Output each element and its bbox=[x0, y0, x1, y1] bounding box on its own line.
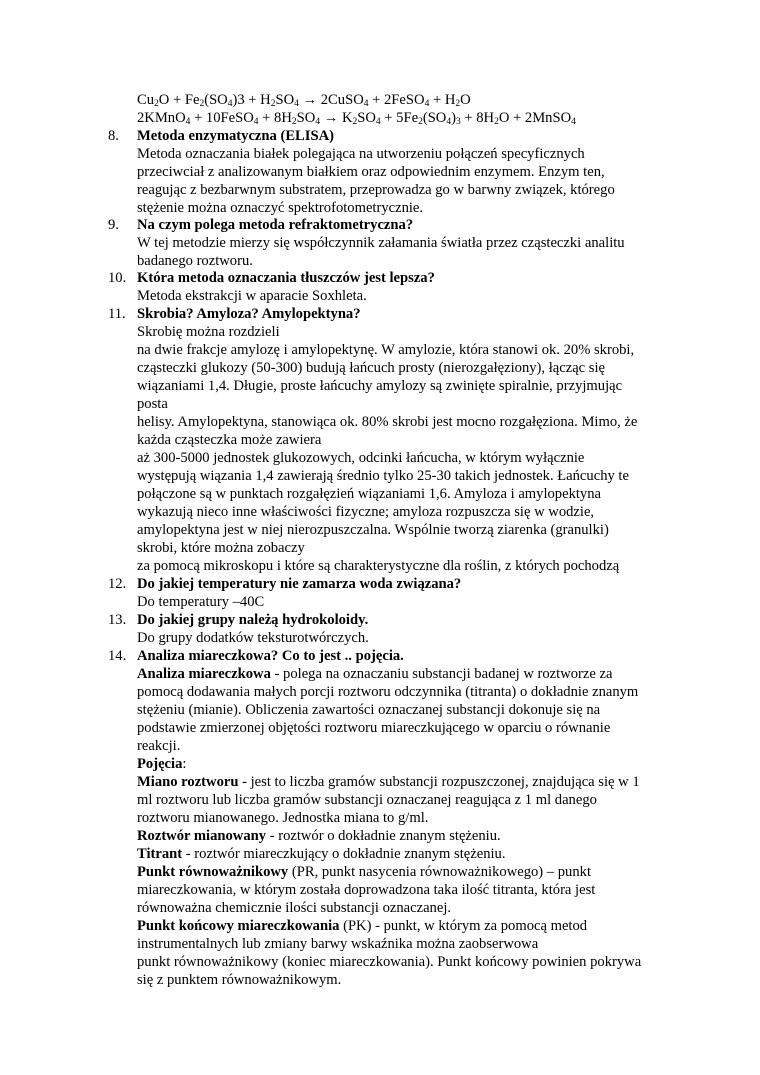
mianowany-definition bbox=[137, 827, 501, 845]
definition-text: (PK) - punkt, w którym za pomocą metod bbox=[339, 918, 588, 934]
definition-text: - jest to liczba gramów substancji rozpuszczonej, znajdująca się w 1 bbox=[238, 774, 640, 790]
item-text-line: występują wiązania 1,4 zawierają średnio tylko 25-30 takich jednostek. Łańcuchy te bbox=[137, 468, 629, 484]
item-heading: Skrobia? Amyloza? Amylopektyna? bbox=[137, 306, 361, 322]
item-text-line: amylopektyna jest w niej nierozpuszczalna. Wspólnie tworzą ziarenka (granulki) bbox=[137, 522, 609, 538]
item-text-line: aż 300-5000 jednostek glukozowych, odcinki łańcucha, w którym wyłącznie bbox=[137, 450, 585, 466]
item-text-line: wykazują nieco inne właściwości fizyczne; amyloza rozpuszcza się w wodzie, bbox=[137, 504, 595, 520]
equation-cu2o: $Cu_2O + Fe_2(SO_4)3 + H_2SO_4$ → 2CuSO$_4$ + 2FeSO$_4$ + $H_2O$ bbox=[137, 92, 471, 109]
item-text-line: połączone są w punktach rozgałęzień wiązaniami 1,6. Amyloza i amylopektyna bbox=[137, 486, 601, 502]
item-text-line: na dwie frakcje amylozę i amylopektynę. W amylozie, która stanowi ok. 20% skrobi, bbox=[137, 342, 635, 358]
item-number: 13. bbox=[108, 612, 127, 628]
item-heading: Analiza miareczkowa? Co to jest .. pojęcia. bbox=[137, 648, 404, 664]
item-text-line: badanego roztworu. bbox=[137, 253, 253, 269]
miano-definition bbox=[137, 773, 640, 791]
item-text-line: Do grupy dodatków teksturotwórczych. bbox=[137, 630, 369, 646]
item-text-line: Skrobię można rozdzieli bbox=[137, 324, 280, 340]
item-number: 14. bbox=[108, 648, 127, 664]
pk-definition bbox=[137, 917, 587, 935]
item-text-line: cząsteczki glukozy (50-300) budują łańcuch prosty (nierozgałęziony), łącząc się bbox=[137, 360, 606, 376]
item-text-line: instrumentalnych lub zmiany barwy wskaźnika można zaobserwowa bbox=[137, 936, 539, 952]
analiza-definition bbox=[137, 665, 612, 683]
item-text-line: W tej metodzie mierzy się współczynnik załamania światła przez cząsteczki analitu bbox=[137, 235, 625, 251]
item-text-line: Do temperatury –40C bbox=[137, 594, 265, 610]
pr-definition bbox=[137, 863, 591, 881]
titrant-definition bbox=[137, 845, 506, 863]
term-analiza-miareczkowa: Analiza miareczkowa bbox=[137, 666, 271, 682]
item-text-line: ml roztworu lub liczba gramów substancji oznaczanej reagująca z 1 ml danego bbox=[137, 792, 597, 808]
item-text-line: przeciwciał z analizowanym białkiem oraz odpowiednim enzymem. Enzym ten, bbox=[137, 164, 605, 180]
item-text-line: skrobi, które można zobaczy bbox=[137, 540, 305, 556]
item-text-line: za pomocą mikroskopu i które są charakterystyczne dla roślin, z których pochodzą bbox=[137, 558, 620, 574]
item-text-line: równoważna chemicznie ilości substancji oznaczanej. bbox=[137, 900, 452, 916]
item-text-line: posta bbox=[137, 396, 168, 412]
item-text-line: podstawie zmierzonej objętości roztworu miareczkującego w oparciu o równanie bbox=[137, 720, 611, 736]
item-text-line: punkt równoważnikowy (koniec miareczkowania). Punkt końcowy powinien pokrywa bbox=[137, 954, 642, 970]
equation-kmno4: 2KMnO$_4$ + 10FeSO$_4$ + $8H_2SO_4 \to K_2SO_4 + 5Fe_2(SO_4)_3 + 8H_2O$ + 2MnSO$_4$ bbox=[137, 110, 576, 127]
term-punkt-koncowy: Punkt końcowy miareczkowania bbox=[137, 918, 340, 934]
item-heading: Na czym polega metoda refraktometryczna? bbox=[137, 217, 414, 233]
pojecia-label: Pojęcia bbox=[137, 756, 183, 772]
item-text-line: stężenie można oznaczyć spektrofotometrycznie. bbox=[137, 200, 424, 216]
definition-text: - roztwór o dokładnie znanym stężeniu. bbox=[266, 828, 501, 844]
definition-text: - roztwór miareczkujący o dokładnie znanym stężeniu. bbox=[182, 846, 506, 862]
item-heading: Do jakiej grupy należą hydrokoloidy. bbox=[137, 612, 369, 628]
definition-text: (PR, punkt nasycenia równoważnikowego) – punkt bbox=[288, 864, 591, 880]
item-text-line: się z punktem równoważnikowym. bbox=[137, 972, 342, 988]
item-number: 11. bbox=[108, 306, 126, 322]
item-text-line: helisy. Amylopektyna, stanowiąca ok. 80% skrobi jest mocno rozgałęziona. Mimo, że bbox=[137, 414, 638, 430]
item-text-line: miareczkowania, w którym została doprowadzona taka ilość titranta, która jest bbox=[137, 882, 596, 898]
item-heading: Metoda enzymatyczna (ELISA) bbox=[137, 128, 334, 144]
item-heading: Do jakiej temperatury nie zamarza woda związana? bbox=[137, 576, 462, 592]
term-titrant: Titrant bbox=[137, 846, 183, 862]
definition-text: - polega na oznaczaniu substancji badanej w roztworze za bbox=[270, 666, 613, 682]
item-text-line: reagując z bezbarwnym substratem, przeprowadza go w barwny związek, którego bbox=[137, 182, 615, 198]
item-number: 12. bbox=[108, 576, 127, 592]
term-roztwor-mianowany: Roztwór mianowany bbox=[137, 828, 267, 844]
item-text-line: roztworu mianowanego. Jednostka miana to g/ml. bbox=[137, 810, 429, 826]
item-text-line: reakcji. bbox=[137, 738, 181, 754]
pojecia-colon: : bbox=[182, 756, 187, 772]
term-miano-roztworu: Miano roztworu bbox=[137, 774, 239, 790]
item-text-line: każda cząsteczka może zawiera bbox=[137, 432, 322, 448]
item-number: 10. bbox=[108, 270, 127, 286]
item-text-line: Metoda ekstrakcji w aparacie Soxhleta. bbox=[137, 288, 367, 304]
item-text-line: Metoda oznaczania białek polegająca na utworzeniu połączeń specyficznych bbox=[137, 146, 585, 162]
item-text-line: pomocą dodawania małych porcji roztworu odczynnika (titranta) o dokładnie znanym bbox=[137, 684, 639, 700]
term-punkt-rownowaznikowy: Punkt równoważnikowy bbox=[137, 864, 289, 880]
item-text-line: wiązaniami 1,4. Długie, proste łańcuchy amylozy są zwinięte spiralnie, przyjmując bbox=[137, 378, 623, 394]
item-text-line: stężeniu (mianie). Obliczenia zawartości oznaczanej substancji dokonuje się na bbox=[137, 702, 601, 718]
pojecia-heading bbox=[137, 755, 186, 773]
item-heading: Która metoda oznaczania tłuszczów jest lepsza? bbox=[137, 270, 435, 286]
item-number: 9. bbox=[108, 217, 119, 233]
item-number: 8. bbox=[108, 128, 119, 144]
